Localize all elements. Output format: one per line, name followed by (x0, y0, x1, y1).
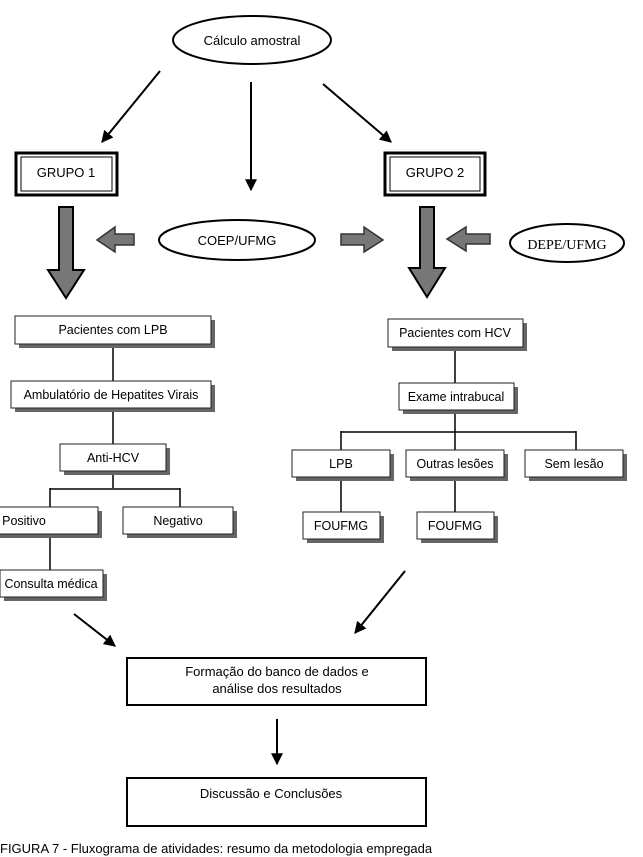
node-calculo-amostral (173, 16, 331, 64)
node-exame-intrabucal-label: Exame intrabucal (407, 390, 505, 404)
node-ambulatorio (11, 381, 215, 412)
node-coep (159, 220, 315, 260)
node-formacao-line1: Formação do banco de dados e (185, 664, 369, 679)
node-lpb-label: LPB (329, 457, 353, 471)
node-lpb (292, 450, 394, 481)
node-grupo-1 (16, 153, 117, 195)
arrow-calculo-grupo1 (102, 71, 160, 142)
node-discussao (127, 778, 426, 826)
big-arrow-grupo2-down (409, 207, 445, 297)
node-discussao-label: Discussão e Conclusões (199, 786, 343, 801)
node-foufmg-1 (303, 512, 384, 543)
node-pacientes-hcv-label: Pacientes com HCV (399, 326, 511, 340)
node-positivo (0, 507, 102, 538)
node-grupo-2 (385, 153, 485, 195)
node-coep-label: COEP/UFMG (197, 233, 277, 248)
arrow-consulta-formacao (74, 614, 115, 646)
node-formacao-line2: análise dos resultados (212, 681, 342, 696)
node-foufmg-2 (417, 512, 498, 543)
arrow-calculo-grupo2 (323, 84, 391, 142)
node-pacientes-hcv (388, 319, 527, 351)
arrow-coep-left (97, 227, 134, 252)
node-sem-lesao-label: Sem lesão (544, 457, 604, 471)
arrow-depe-left (447, 227, 490, 251)
node-grupo-1-label: GRUPO 1 (36, 165, 96, 180)
node-anti-hcv-label: Anti-HCV (86, 451, 140, 465)
node-formacao (127, 658, 426, 705)
node-negativo (123, 507, 237, 538)
node-pacientes-lpb (15, 316, 215, 348)
node-depe-label: DEPE/UFMG (527, 238, 607, 253)
node-anti-hcv (60, 444, 170, 475)
node-consulta-medica (0, 570, 107, 601)
node-outras-lesoes (406, 450, 508, 481)
node-consulta-medica-label: Consulta médica (4, 577, 98, 591)
node-grupo-2-label: GRUPO 2 (405, 165, 465, 180)
node-foufmg-2-label: FOUFMG (427, 519, 483, 533)
node-positivo-label: Positivo (2, 514, 46, 528)
node-exame-intrabucal (399, 383, 518, 414)
node-depe (510, 224, 624, 262)
big-arrow-grupo1-down (48, 207, 84, 298)
node-negativo-label: Negativo (153, 514, 203, 528)
arrow-foufmg-formacao (355, 571, 405, 633)
node-foufmg-1-label: FOUFMG (313, 519, 369, 533)
node-ambulatorio-label: Ambulatório de Hepatites Virais (23, 388, 199, 402)
node-outras-lesoes-label: Outras lesões (416, 457, 494, 471)
node-calculo-label: Cálculo amostral (203, 33, 301, 48)
node-pacientes-lpb-label: Pacientes com LPB (58, 323, 168, 337)
figure-caption: FIGURA 7 - Fluxograma de atividades: resumo da metodologia empregada (0, 841, 433, 856)
arrow-coep-right (341, 227, 383, 252)
node-sem-lesao (525, 450, 627, 481)
